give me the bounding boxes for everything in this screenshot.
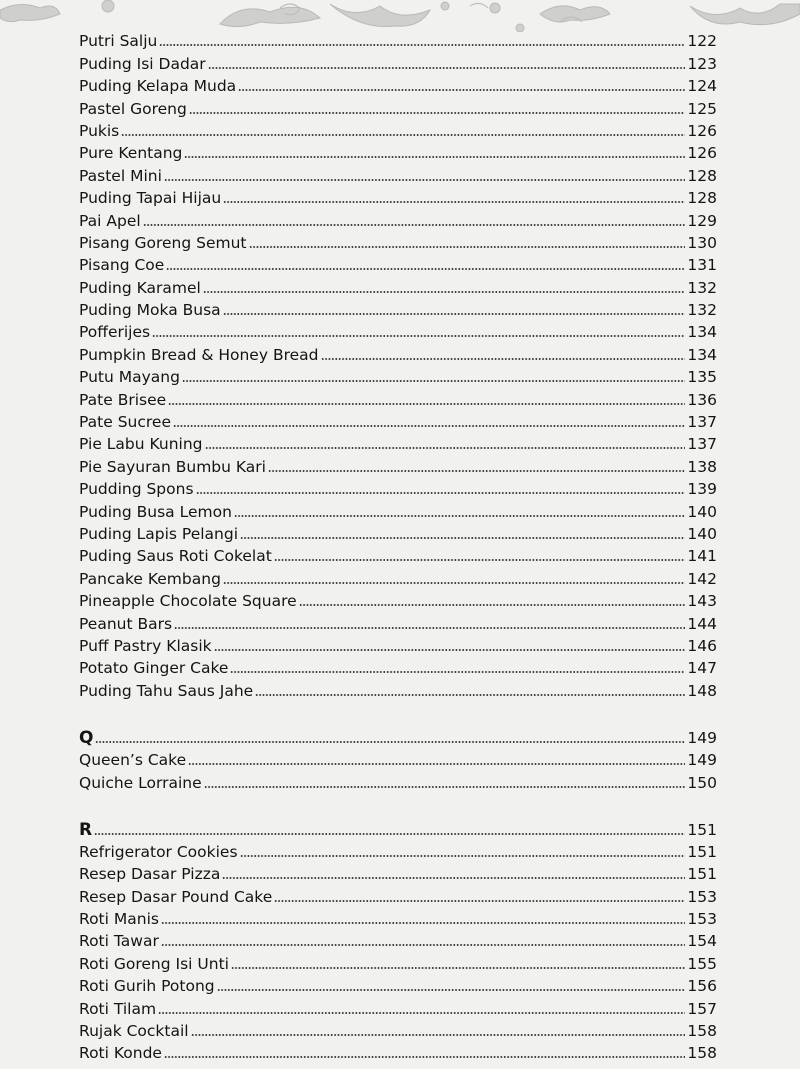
dot-leader: [222, 877, 685, 879]
entry-title: Pisang Goreng Semut: [79, 233, 247, 252]
section-heading-row: [79, 724, 717, 747]
page-number: 151: [687, 865, 717, 884]
entry-title: Putri Salju: [79, 32, 158, 51]
dot-leader: [299, 604, 685, 606]
toc-entry-row: [79, 610, 717, 632]
dot-leader: [184, 156, 685, 158]
toc-entry-row: [79, 162, 717, 184]
toc-entry-row: [79, 297, 717, 319]
entry-title: Pastel Mini: [79, 166, 162, 185]
entry-title: Pineapple Chocolate Square: [79, 592, 297, 611]
toc-entry-row: [79, 928, 717, 950]
dot-leader: [188, 763, 685, 765]
dot-leader: [217, 989, 685, 991]
page-number: 153: [687, 887, 717, 906]
dot-leader: [121, 134, 685, 136]
entry-title: Puding Tahu Saus Jahe: [79, 681, 254, 700]
dot-leader: [161, 944, 685, 946]
entry-title: Pudding Spons: [79, 480, 194, 499]
toc-entry-row: [79, 543, 717, 565]
entry-title: Pofferijes: [79, 323, 151, 342]
page-number: 151: [687, 820, 717, 839]
dot-leader: [274, 900, 685, 902]
entry-title: Refrigerator Cookies: [79, 842, 238, 861]
toc-entry-row: [79, 364, 717, 386]
dot-leader: [274, 559, 685, 561]
toc-entry-row: [79, 476, 717, 498]
entry-title: Roti Gurih Potong: [79, 977, 215, 996]
page-number: 158: [687, 1022, 717, 1041]
toc-entry-row: [79, 677, 717, 699]
page-number: 132: [687, 301, 717, 320]
page-number: 125: [687, 99, 717, 118]
page-number: 136: [687, 390, 717, 409]
page-number: 122: [687, 32, 717, 51]
dot-leader: [182, 380, 685, 382]
entry-title: Pure Kentang: [79, 144, 183, 163]
toc-entry-row: [79, 140, 717, 162]
page-number: 154: [687, 932, 717, 951]
page-number: 150: [687, 773, 717, 792]
dot-leader: [95, 741, 685, 743]
toc-entry-row: [79, 861, 717, 883]
toc-entry-row: [79, 319, 717, 341]
entry-title: Resep Dasar Pound Cake: [79, 887, 273, 906]
page-number: 140: [687, 502, 717, 521]
toc-entry-row: [79, 386, 717, 408]
dot-leader: [164, 1056, 685, 1058]
entry-title: Puding Isi Dadar: [79, 54, 206, 73]
entry-title: Pate Brisee: [79, 390, 167, 409]
toc-entry-row: [79, 995, 717, 1017]
toc-entry-row: [79, 185, 717, 207]
entry-title: Pate Sucree: [79, 413, 171, 432]
entry-title: Puding Moka Busa: [79, 301, 221, 320]
entry-title: Puding Kelapa Muda: [79, 77, 237, 96]
page-number: 137: [687, 435, 717, 454]
dot-leader: [191, 1034, 685, 1036]
toc-entry-row: [79, 1040, 717, 1062]
dot-leader: [204, 786, 685, 788]
page-number: 139: [687, 480, 717, 499]
entry-title: Putu Mayang: [79, 368, 180, 387]
toc-entry-row: [79, 252, 717, 274]
toc-entry-row: [79, 230, 717, 252]
page-number: 137: [687, 413, 717, 432]
dot-leader: [158, 1012, 685, 1014]
section-letter: Q: [79, 727, 94, 748]
entry-title: Pie Sayuran Bumbu Kari: [79, 457, 266, 476]
page-number: 126: [687, 121, 717, 140]
dot-leader: [230, 671, 685, 673]
entry-title: Roti Goreng Isi Unti: [79, 954, 229, 973]
dot-leader: [255, 694, 685, 696]
dot-leader: [223, 201, 685, 203]
dot-leader: [231, 967, 685, 969]
toc-entry-row: [79, 1018, 717, 1040]
entry-title: Roti Manis: [79, 910, 159, 929]
section-heading-row: [79, 816, 717, 839]
table-of-contents: [79, 28, 717, 1062]
entry-title: Pukis: [79, 121, 120, 140]
dot-leader: [168, 403, 685, 405]
entry-title: Peanut Bars: [79, 614, 173, 633]
dot-leader: [166, 268, 685, 270]
entry-title: Pastel Goreng: [79, 99, 187, 118]
entry-title: Queen’s Cake: [79, 751, 187, 770]
page-number: 142: [687, 569, 717, 588]
entry-title: Rujak Cocktail: [79, 1022, 189, 1041]
dot-leader: [94, 833, 685, 835]
dot-leader: [240, 537, 685, 539]
toc-entry-row: [79, 747, 717, 769]
entry-title: Puding Tapai Hijau: [79, 189, 222, 208]
toc-entry-row: [79, 883, 717, 905]
page-number: 153: [687, 910, 717, 929]
page-number: 140: [687, 524, 717, 543]
toc-entry-row: [79, 95, 717, 117]
entry-title: Roti Tawar: [79, 932, 159, 951]
toc-entry-row: [79, 28, 717, 50]
dot-leader: [174, 627, 685, 629]
entry-title: Roti Konde: [79, 1044, 162, 1063]
page-number: 143: [687, 592, 717, 611]
dot-leader: [249, 246, 685, 248]
toc-entry-row: [79, 973, 717, 995]
dot-leader: [321, 358, 686, 360]
page-number: 129: [687, 211, 717, 230]
page-number: 128: [687, 189, 717, 208]
entry-title: Pai Apel: [79, 211, 141, 230]
dot-leader: [214, 649, 685, 651]
dot-leader: [161, 922, 685, 924]
dot-leader: [208, 67, 685, 69]
page-number: 132: [687, 278, 717, 297]
entry-title: Puding Saus Roti Cokelat: [79, 547, 272, 566]
page-number: 131: [687, 256, 717, 275]
page-number: 128: [687, 166, 717, 185]
dot-leader: [164, 179, 685, 181]
page-number: 149: [687, 751, 717, 770]
dot-leader: [189, 112, 685, 114]
entry-title: Puding Busa Lemon: [79, 502, 232, 521]
page-number: 130: [687, 233, 717, 252]
entry-title: Puding Lapis Pelangi: [79, 524, 239, 543]
toc-entry-row: [79, 565, 717, 587]
page-number: 124: [687, 77, 717, 96]
toc-entry-row: [79, 50, 717, 72]
toc-entry-row: [79, 341, 717, 363]
toc-entry-row: [79, 655, 717, 677]
toc-entry-row: [79, 950, 717, 972]
toc-entry-row: [79, 453, 717, 475]
page-number: 135: [687, 368, 717, 387]
entry-title: Pie Labu Kuning: [79, 435, 203, 454]
entry-title: Pisang Coe: [79, 256, 165, 275]
page-number: 144: [687, 614, 717, 633]
entry-title: Potato Ginger Cake: [79, 659, 229, 678]
page-number: 149: [687, 728, 717, 747]
dot-leader: [143, 224, 685, 226]
page-number: 151: [687, 842, 717, 861]
page-number: 123: [687, 54, 717, 73]
page-number: 158: [687, 1044, 717, 1063]
page-number: 147: [687, 659, 717, 678]
toc-entry-row: [79, 588, 717, 610]
toc-entry-row: [79, 521, 717, 543]
toc-entry-row: [79, 409, 717, 431]
toc-entry-row: [79, 274, 717, 296]
entry-title: Roti Tilam: [79, 999, 157, 1018]
page-number: 138: [687, 457, 717, 476]
toc-entry-row: [79, 118, 717, 140]
dot-leader: [159, 44, 685, 46]
toc-entry-row: [79, 906, 717, 928]
entry-title: Quiche Lorraine: [79, 773, 202, 792]
page-number: 141: [687, 547, 717, 566]
page-number: 134: [687, 323, 717, 342]
entry-title: Puff Pastry Klasik: [79, 636, 212, 655]
dot-leader: [223, 313, 685, 315]
dot-leader: [196, 492, 685, 494]
entry-title: Resep Dasar Pizza: [79, 865, 221, 884]
toc-entry-row: [79, 207, 717, 229]
dot-leader: [223, 582, 685, 584]
toc-entry-row: [79, 431, 717, 453]
page-number: 155: [687, 954, 717, 973]
dot-leader: [234, 515, 685, 517]
dot-leader: [173, 425, 685, 427]
dot-leader: [203, 291, 685, 293]
toc-entry-row: [79, 73, 717, 95]
toc-entry-row: [79, 633, 717, 655]
dot-leader: [205, 447, 685, 449]
toc-entry-row: [79, 769, 717, 791]
page-number: 126: [687, 144, 717, 163]
toc-entry-row: [79, 839, 717, 861]
toc-entry-row: [79, 498, 717, 520]
page-number: 146: [687, 636, 717, 655]
page-number: 156: [687, 977, 717, 996]
entry-title: Pumpkin Bread & Honey Bread: [79, 345, 319, 364]
dot-leader: [152, 335, 685, 337]
page-number: 148: [687, 681, 717, 700]
section-letter: R: [79, 819, 93, 840]
dot-leader: [238, 89, 685, 91]
page-number: 134: [687, 345, 717, 364]
dot-leader: [240, 855, 685, 857]
entry-title: Puding Karamel: [79, 278, 201, 297]
page-number: 157: [687, 999, 717, 1018]
dot-leader: [268, 470, 685, 472]
entry-title: Pancake Kembang: [79, 569, 221, 588]
